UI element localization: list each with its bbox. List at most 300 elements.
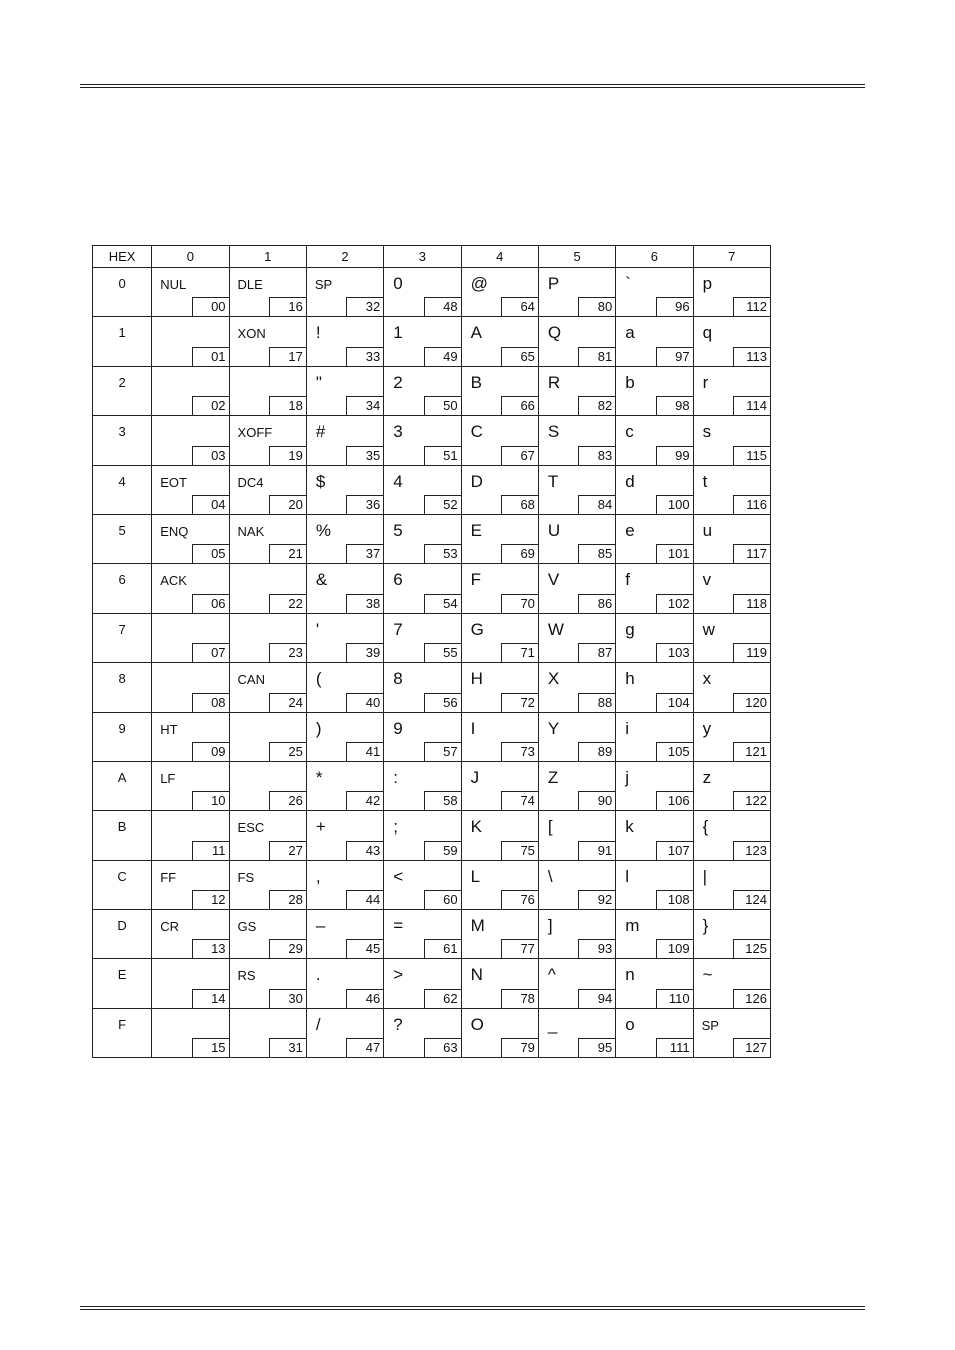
decimal-code: 28 bbox=[269, 890, 307, 910]
character-symbol: ( bbox=[315, 669, 322, 689]
character-symbol: 0 bbox=[393, 274, 403, 293]
code-cell bbox=[461, 712, 538, 761]
code-cell bbox=[461, 860, 538, 909]
character-symbol: ENQ bbox=[160, 523, 189, 539]
decimal-code: 26 bbox=[269, 791, 307, 811]
code-cell bbox=[461, 1008, 538, 1057]
decimal-code: 35 bbox=[346, 446, 384, 466]
character-symbol: XON bbox=[237, 326, 266, 342]
decimal-code: 118 bbox=[733, 594, 771, 614]
code-cell bbox=[693, 366, 770, 415]
character-symbol: , bbox=[315, 866, 321, 886]
row-hex-label: 9 bbox=[93, 712, 152, 761]
code-cell bbox=[306, 860, 383, 909]
decimal-code: 51 bbox=[424, 446, 462, 466]
decimal-code: 124 bbox=[733, 890, 771, 910]
decimal-code: 74 bbox=[501, 791, 539, 811]
character-symbol: @ bbox=[470, 274, 488, 293]
hex-header: HEX bbox=[93, 246, 152, 268]
decimal-code: 127 bbox=[733, 1038, 771, 1058]
code-cell bbox=[461, 663, 538, 712]
code-cell bbox=[538, 366, 615, 415]
code-cell bbox=[384, 959, 461, 1008]
row-hex-label: 1 bbox=[93, 317, 152, 366]
table-row bbox=[93, 465, 771, 514]
code-cell bbox=[229, 514, 306, 563]
character-symbol: FS bbox=[237, 869, 255, 885]
decimal-code: 120 bbox=[733, 693, 771, 713]
code-cell bbox=[306, 268, 383, 317]
table-row bbox=[93, 366, 771, 415]
decimal-code: 12 bbox=[192, 890, 230, 910]
character-symbol: 1 bbox=[393, 323, 403, 343]
code-cell bbox=[306, 663, 383, 712]
column-header: 3 bbox=[384, 246, 461, 268]
decimal-code: 113 bbox=[733, 347, 771, 367]
character-symbol: W bbox=[547, 619, 564, 639]
decimal-code: 107 bbox=[656, 841, 694, 861]
decimal-code: 59 bbox=[424, 841, 462, 861]
code-cell bbox=[693, 514, 770, 563]
code-cell bbox=[384, 465, 461, 514]
row-hex-label: D bbox=[93, 910, 152, 959]
code-cell bbox=[152, 613, 229, 662]
code-cell bbox=[693, 268, 770, 317]
character-symbol: + bbox=[315, 817, 326, 837]
character-symbol: CAN bbox=[237, 672, 265, 688]
code-cell bbox=[693, 712, 770, 761]
character-symbol: t bbox=[702, 471, 708, 491]
code-cell bbox=[461, 959, 538, 1008]
code-cell bbox=[616, 514, 693, 563]
code-cell bbox=[538, 564, 615, 613]
decimal-code: 32 bbox=[346, 297, 384, 317]
row-hex-label: C bbox=[93, 860, 152, 909]
code-cell bbox=[538, 416, 615, 465]
character-symbol: a bbox=[625, 323, 635, 343]
decimal-code: 24 bbox=[269, 693, 307, 713]
decimal-code: 84 bbox=[578, 495, 616, 515]
decimal-code: 06 bbox=[192, 594, 230, 614]
code-cell bbox=[693, 564, 770, 613]
character-symbol: I bbox=[470, 718, 476, 738]
decimal-code: 49 bbox=[424, 347, 462, 367]
code-cell bbox=[306, 712, 383, 761]
column-header: 7 bbox=[693, 246, 770, 268]
decimal-code: 52 bbox=[424, 495, 462, 515]
code-cell bbox=[616, 1008, 693, 1057]
character-symbol: Q bbox=[547, 323, 562, 343]
code-cell bbox=[616, 910, 693, 959]
code-cell bbox=[152, 712, 229, 761]
code-cell bbox=[616, 366, 693, 415]
decimal-code: 01 bbox=[192, 347, 230, 367]
character-symbol: ' bbox=[315, 619, 320, 639]
character-symbol: $ bbox=[315, 471, 326, 491]
character-symbol: j bbox=[625, 767, 630, 787]
decimal-code: 115 bbox=[733, 446, 771, 466]
character-symbol: ! bbox=[315, 323, 321, 343]
character-symbol: LF bbox=[160, 770, 176, 786]
decimal-code: 87 bbox=[578, 643, 616, 663]
decimal-code: 16 bbox=[269, 297, 307, 317]
code-cell bbox=[306, 564, 383, 613]
character-symbol: D bbox=[470, 471, 483, 491]
character-symbol: c bbox=[625, 422, 634, 442]
code-cell bbox=[152, 514, 229, 563]
table-row bbox=[93, 712, 771, 761]
code-cell bbox=[538, 860, 615, 909]
decimal-code: 102 bbox=[656, 594, 694, 614]
character-symbol: [ bbox=[547, 817, 553, 837]
decimal-code: 67 bbox=[501, 446, 539, 466]
code-cell bbox=[152, 959, 229, 1008]
code-cell bbox=[152, 860, 229, 909]
decimal-code: 39 bbox=[346, 643, 384, 663]
table-row bbox=[93, 860, 771, 909]
decimal-code: 21 bbox=[269, 544, 307, 564]
code-cell bbox=[616, 761, 693, 810]
character-symbol: EOT bbox=[160, 474, 187, 490]
character-symbol: h bbox=[625, 669, 635, 689]
code-cell bbox=[306, 416, 383, 465]
decimal-code: 95 bbox=[578, 1038, 616, 1058]
character-symbol: N bbox=[470, 965, 483, 985]
decimal-code: 23 bbox=[269, 643, 307, 663]
column-header: 1 bbox=[229, 246, 306, 268]
code-cell bbox=[152, 317, 229, 366]
character-symbol: e bbox=[625, 520, 635, 540]
decimal-code: 85 bbox=[578, 544, 616, 564]
code-cell bbox=[693, 663, 770, 712]
character-symbol: & bbox=[315, 570, 328, 590]
decimal-code: 63 bbox=[424, 1038, 462, 1058]
character-symbol: ; bbox=[393, 817, 398, 837]
code-cell bbox=[152, 910, 229, 959]
character-symbol: HT bbox=[160, 721, 178, 737]
code-cell bbox=[229, 761, 306, 810]
code-cell bbox=[384, 268, 461, 317]
decimal-code: 101 bbox=[656, 544, 694, 564]
decimal-code: 05 bbox=[192, 544, 230, 564]
column-header: 2 bbox=[306, 246, 383, 268]
decimal-code: 29 bbox=[269, 939, 307, 959]
decimal-code: 55 bbox=[424, 643, 462, 663]
character-symbol: g bbox=[625, 619, 635, 639]
code-cell bbox=[229, 959, 306, 1008]
decimal-code: 70 bbox=[501, 594, 539, 614]
decimal-code: 50 bbox=[424, 396, 462, 416]
decimal-code: 90 bbox=[578, 791, 616, 811]
decimal-code: 126 bbox=[733, 989, 771, 1009]
code-cell bbox=[229, 910, 306, 959]
code-cell bbox=[306, 465, 383, 514]
decimal-code: 27 bbox=[269, 841, 307, 861]
decimal-code: 38 bbox=[346, 594, 384, 614]
code-cell bbox=[693, 465, 770, 514]
decimal-code: 112 bbox=[733, 297, 771, 317]
code-cell bbox=[693, 416, 770, 465]
table-row bbox=[93, 564, 771, 613]
character-symbol: CR bbox=[160, 919, 179, 935]
decimal-code: 19 bbox=[269, 446, 307, 466]
character-symbol: SP bbox=[701, 1017, 719, 1033]
character-symbol: } bbox=[702, 916, 709, 936]
code-cell bbox=[616, 613, 693, 662]
character-symbol: S bbox=[547, 422, 560, 442]
character-symbol: NAK bbox=[237, 523, 265, 539]
code-cell bbox=[152, 366, 229, 415]
code-cell bbox=[306, 761, 383, 810]
character-symbol: b bbox=[625, 372, 635, 392]
character-symbol: < bbox=[393, 866, 404, 886]
row-hex-label: B bbox=[93, 811, 152, 860]
row-hex-label: F bbox=[93, 1008, 152, 1057]
character-symbol: 8 bbox=[393, 669, 403, 689]
decimal-code: 08 bbox=[192, 693, 230, 713]
decimal-code: 47 bbox=[346, 1038, 384, 1058]
table-header-row bbox=[93, 246, 771, 268]
table-row bbox=[93, 761, 771, 810]
character-symbol: = bbox=[393, 916, 404, 936]
code-cell bbox=[306, 959, 383, 1008]
code-cell bbox=[693, 811, 770, 860]
table-row bbox=[93, 268, 771, 317]
code-cell bbox=[538, 317, 615, 366]
character-symbol: L bbox=[470, 866, 481, 886]
code-cell bbox=[384, 514, 461, 563]
decimal-code: 96 bbox=[656, 297, 694, 317]
decimal-code: 80 bbox=[578, 297, 616, 317]
code-cell bbox=[152, 663, 229, 712]
decimal-code: 46 bbox=[346, 989, 384, 1009]
decimal-code: 30 bbox=[269, 989, 307, 1009]
decimal-code: 00 bbox=[192, 297, 230, 317]
decimal-code: 98 bbox=[656, 396, 694, 416]
character-symbol: P bbox=[547, 274, 560, 293]
decimal-code: 60 bbox=[424, 890, 462, 910]
character-symbol: l bbox=[625, 866, 630, 886]
decimal-code: 103 bbox=[656, 643, 694, 663]
table-row bbox=[93, 910, 771, 959]
decimal-code: 54 bbox=[424, 594, 462, 614]
character-symbol: s bbox=[702, 422, 712, 442]
character-symbol: \ bbox=[547, 866, 553, 886]
character-symbol: " bbox=[315, 372, 322, 392]
code-cell bbox=[306, 910, 383, 959]
code-cell bbox=[461, 613, 538, 662]
character-symbol: i bbox=[625, 718, 630, 738]
code-cell bbox=[229, 416, 306, 465]
code-cell bbox=[616, 712, 693, 761]
code-cell bbox=[384, 663, 461, 712]
code-cell bbox=[229, 268, 306, 317]
code-cell bbox=[616, 663, 693, 712]
decimal-code: 121 bbox=[733, 742, 771, 762]
decimal-code: 37 bbox=[346, 544, 384, 564]
code-cell bbox=[306, 613, 383, 662]
character-symbol: r bbox=[702, 372, 709, 392]
code-cell bbox=[538, 811, 615, 860]
row-hex-label: 7 bbox=[93, 613, 152, 662]
character-symbol: X bbox=[547, 669, 560, 689]
character-symbol: : bbox=[393, 767, 398, 787]
code-cell bbox=[616, 959, 693, 1008]
decimal-code: 88 bbox=[578, 693, 616, 713]
code-cell bbox=[461, 416, 538, 465]
code-cell bbox=[616, 317, 693, 366]
decimal-code: 108 bbox=[656, 890, 694, 910]
character-symbol: 6 bbox=[393, 570, 403, 590]
decimal-code: 14 bbox=[192, 989, 230, 1009]
code-cell bbox=[152, 465, 229, 514]
decimal-code: 125 bbox=[733, 939, 771, 959]
code-cell bbox=[306, 317, 383, 366]
code-cell bbox=[152, 268, 229, 317]
character-symbol: U bbox=[547, 520, 561, 540]
character-symbol: G bbox=[470, 619, 484, 639]
code-cell bbox=[384, 613, 461, 662]
code-cell bbox=[538, 959, 615, 1008]
decimal-code: 22 bbox=[269, 594, 307, 614]
decimal-code: 105 bbox=[656, 742, 694, 762]
row-hex-label: 5 bbox=[93, 514, 152, 563]
character-symbol: DC4 bbox=[237, 474, 264, 490]
decimal-code: 83 bbox=[578, 446, 616, 466]
code-cell bbox=[693, 959, 770, 1008]
decimal-code: 76 bbox=[501, 890, 539, 910]
header-rule bbox=[80, 84, 865, 88]
code-cell bbox=[152, 761, 229, 810]
code-cell bbox=[152, 1008, 229, 1057]
code-cell bbox=[538, 514, 615, 563]
decimal-code: 53 bbox=[424, 544, 462, 564]
decimal-code: 07 bbox=[192, 643, 230, 663]
character-symbol: 9 bbox=[393, 718, 403, 738]
code-cell bbox=[229, 1008, 306, 1057]
row-hex-label: 0 bbox=[93, 268, 152, 317]
decimal-code: 15 bbox=[192, 1038, 230, 1058]
decimal-code: 109 bbox=[656, 939, 694, 959]
character-symbol: / bbox=[315, 1014, 321, 1034]
column-header: 5 bbox=[538, 246, 615, 268]
row-hex-label: 2 bbox=[93, 366, 152, 415]
character-symbol: _ bbox=[547, 1014, 558, 1034]
code-cell bbox=[306, 514, 383, 563]
row-hex-label: 8 bbox=[93, 663, 152, 712]
character-symbol: ] bbox=[547, 916, 553, 936]
column-header: 0 bbox=[152, 246, 229, 268]
code-cell bbox=[538, 910, 615, 959]
code-cell bbox=[229, 366, 306, 415]
character-symbol: T bbox=[547, 471, 559, 491]
decimal-code: 86 bbox=[578, 594, 616, 614]
character-symbol: C bbox=[470, 422, 483, 442]
character-symbol: GS bbox=[237, 919, 257, 935]
decimal-code: 48 bbox=[424, 297, 462, 317]
code-cell bbox=[306, 1008, 383, 1057]
character-symbol: q bbox=[702, 323, 713, 343]
decimal-code: 64 bbox=[501, 297, 539, 317]
character-symbol: % bbox=[315, 520, 331, 540]
decimal-code: 114 bbox=[733, 396, 771, 416]
code-cell bbox=[461, 514, 538, 563]
code-cell bbox=[384, 366, 461, 415]
character-symbol: V bbox=[547, 570, 560, 590]
character-symbol: k bbox=[625, 817, 634, 837]
decimal-code: 34 bbox=[346, 396, 384, 416]
code-cell bbox=[229, 811, 306, 860]
decimal-code: 73 bbox=[501, 742, 539, 762]
decimal-code: 78 bbox=[501, 989, 539, 1009]
decimal-code: 03 bbox=[192, 446, 230, 466]
decimal-code: 43 bbox=[346, 841, 384, 861]
decimal-code: 116 bbox=[733, 495, 771, 515]
decimal-code: 04 bbox=[192, 495, 230, 515]
table-row bbox=[93, 416, 771, 465]
decimal-code: 79 bbox=[501, 1038, 539, 1058]
character-symbol: SP bbox=[314, 277, 333, 292]
row-hex-label: A bbox=[93, 761, 152, 810]
code-cell bbox=[538, 613, 615, 662]
code-cell bbox=[229, 564, 306, 613]
table-row bbox=[93, 317, 771, 366]
decimal-code: 117 bbox=[733, 544, 771, 564]
row-hex-label: E bbox=[93, 959, 152, 1008]
decimal-code: 36 bbox=[346, 495, 384, 515]
code-cell bbox=[461, 465, 538, 514]
character-symbol: FF bbox=[160, 869, 177, 885]
decimal-code: 65 bbox=[501, 347, 539, 367]
decimal-code: 62 bbox=[424, 989, 462, 1009]
character-symbol: 5 bbox=[393, 520, 403, 540]
code-cell bbox=[384, 712, 461, 761]
code-cell bbox=[152, 564, 229, 613]
decimal-code: 42 bbox=[346, 791, 384, 811]
code-cell bbox=[693, 761, 770, 810]
decimal-code: 99 bbox=[656, 446, 694, 466]
code-cell bbox=[229, 465, 306, 514]
decimal-code: 91 bbox=[578, 841, 616, 861]
decimal-code: 17 bbox=[269, 347, 307, 367]
code-cell bbox=[616, 860, 693, 909]
code-cell bbox=[538, 761, 615, 810]
character-symbol: > bbox=[393, 965, 404, 985]
code-cell bbox=[306, 811, 383, 860]
decimal-code: 72 bbox=[501, 693, 539, 713]
code-cell bbox=[461, 268, 538, 317]
character-symbol: o bbox=[625, 1014, 635, 1034]
decimal-code: 11 bbox=[192, 841, 230, 861]
character-symbol: Z bbox=[547, 767, 559, 787]
decimal-code: 75 bbox=[501, 841, 539, 861]
character-symbol: ESC bbox=[237, 820, 265, 836]
row-hex-label: 6 bbox=[93, 564, 152, 613]
code-cell bbox=[538, 465, 615, 514]
code-cell bbox=[384, 811, 461, 860]
code-cell bbox=[461, 910, 538, 959]
row-hex-label: 4 bbox=[93, 465, 152, 514]
column-header: 6 bbox=[616, 246, 693, 268]
code-cell bbox=[384, 564, 461, 613]
code-cell bbox=[461, 761, 538, 810]
decimal-code: 45 bbox=[346, 939, 384, 959]
code-cell bbox=[229, 663, 306, 712]
character-symbol: # bbox=[315, 422, 326, 442]
code-cell bbox=[616, 416, 693, 465]
decimal-code: 97 bbox=[656, 347, 694, 367]
decimal-code: 40 bbox=[346, 693, 384, 713]
